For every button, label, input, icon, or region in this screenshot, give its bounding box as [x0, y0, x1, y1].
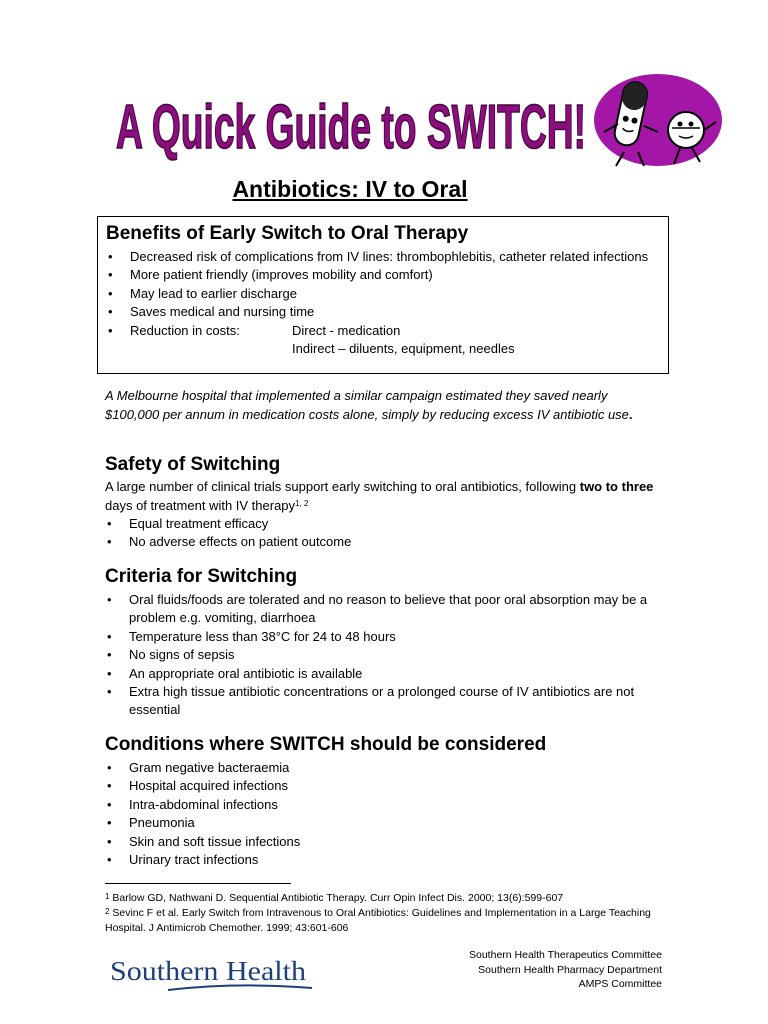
costs-direct: Direct - medication — [292, 322, 401, 338]
melbourne-period: . — [628, 406, 633, 422]
benefits-list — [106, 248, 660, 358]
list-item: • Saves medical and nursing time — [106, 303, 660, 321]
conditions-heading: Conditions where SWITCH should be considered — [105, 734, 547, 755]
footnote-1 — [105, 891, 665, 906]
footnote-num: 1 — [105, 892, 110, 901]
southern-health-logo — [108, 952, 314, 996]
list-item-costs — [106, 322, 660, 359]
costs-label: • Reduction in costs: — [130, 322, 240, 338]
list-item: • Extra high tissue antibiotic concentrations or a prolonged course of IV antibiotics are not essential — [105, 683, 649, 720]
criteria-list — [105, 591, 665, 720]
melbourne-text: A Melbourne hospital that implemented a similar campaign estimated they saved nearly $100,000 per annum in medication costs alone, simply by reducing excess IV antibiotic use — [105, 388, 629, 422]
footnote-2 — [105, 906, 665, 936]
safety-refs: 1, 2 — [295, 498, 309, 508]
safety-intro-end: days of treatment with IV therapy — [105, 497, 296, 513]
safety-intro — [105, 478, 665, 515]
conditions-list — [105, 759, 665, 869]
footnote-divider — [105, 883, 291, 884]
list-item: • Pneumonia — [105, 814, 665, 832]
page-subtitle: Antibiotics: IV to Oral — [232, 176, 468, 202]
criteria-section — [105, 566, 665, 720]
list-item: • An appropriate oral antibiotic is available — [105, 665, 665, 683]
conditions-section — [105, 734, 665, 869]
org-line: Southern Health Pharmacy Department — [478, 963, 662, 976]
benefits-heading: Benefits of Early Switch to Oral Therapy — [106, 223, 469, 244]
organisation-credits — [469, 948, 662, 992]
footnote-text: Sevinc F et al. Early Switch from Intravenous to Oral Antibiotics: Guidelines and Implementation in a Large Teaching Hospital. J Antimicrob Chemother. 1999; 43:601-606 — [105, 907, 651, 934]
safety-intro-bold: two to three — [579, 479, 654, 494]
criteria-heading: Criteria for Switching — [105, 566, 298, 587]
benefits-box — [97, 216, 669, 374]
footnote-text: Barlow GD, Nathwani D. Sequential Antibiotic Therapy. Curr Opin Infect Dis. 2000; 13(6):599-607 — [112, 892, 564, 904]
list-item: • No signs of sepsis — [105, 646, 665, 664]
pill-mascot-illustration — [588, 68, 724, 174]
melbourne-paragraph — [105, 387, 665, 424]
list-item: • Skin and soft tissue infections — [105, 833, 665, 851]
list-item: • Decreased risk of complications from IV lines: thrombophlebitis, catheter related infections — [106, 248, 660, 266]
list-item: • Temperature less than 38°C for 24 to 48 hours — [105, 628, 665, 646]
svg-text:Southern Health: Southern Health — [110, 956, 307, 986]
list-item: • Urinary tract infections — [105, 851, 665, 869]
list-item: • No adverse effects on patient outcome — [105, 533, 665, 551]
org-line: Southern Health Therapeutics Committee — [469, 949, 662, 961]
list-item: • Hospital acquired infections — [105, 777, 665, 795]
footnote-num: 2 — [105, 907, 110, 916]
list-item: • May lead to earlier discharge — [106, 285, 660, 303]
banner-title — [112, 78, 592, 160]
costs-indirect: Indirect – diluents, equipment, needles — [292, 341, 515, 357]
safety-section — [105, 454, 665, 552]
safety-intro-start: A large number of clinical trials support early switching to oral antibiotics, following — [105, 479, 580, 494]
footnotes — [105, 891, 665, 936]
safety-list — [105, 515, 665, 552]
banner-title-text: A Quick Guide to SWITCH! — [116, 92, 586, 162]
list-item: • Gram negative bacteraemia — [105, 759, 665, 777]
list-item: • Intra-abdominal infections — [105, 796, 665, 814]
list-item: • Oral fluids/foods are tolerated and no reason to believe that poor oral absorption may be a problem e.g. vomiting, diarrhoea — [105, 591, 649, 628]
list-item: • Equal treatment efficacy — [105, 515, 665, 533]
safety-heading: Safety of Switching — [105, 454, 281, 475]
org-line: AMPS Committee — [578, 978, 662, 990]
list-item: • More patient friendly (improves mobility and comfort) — [106, 266, 660, 284]
